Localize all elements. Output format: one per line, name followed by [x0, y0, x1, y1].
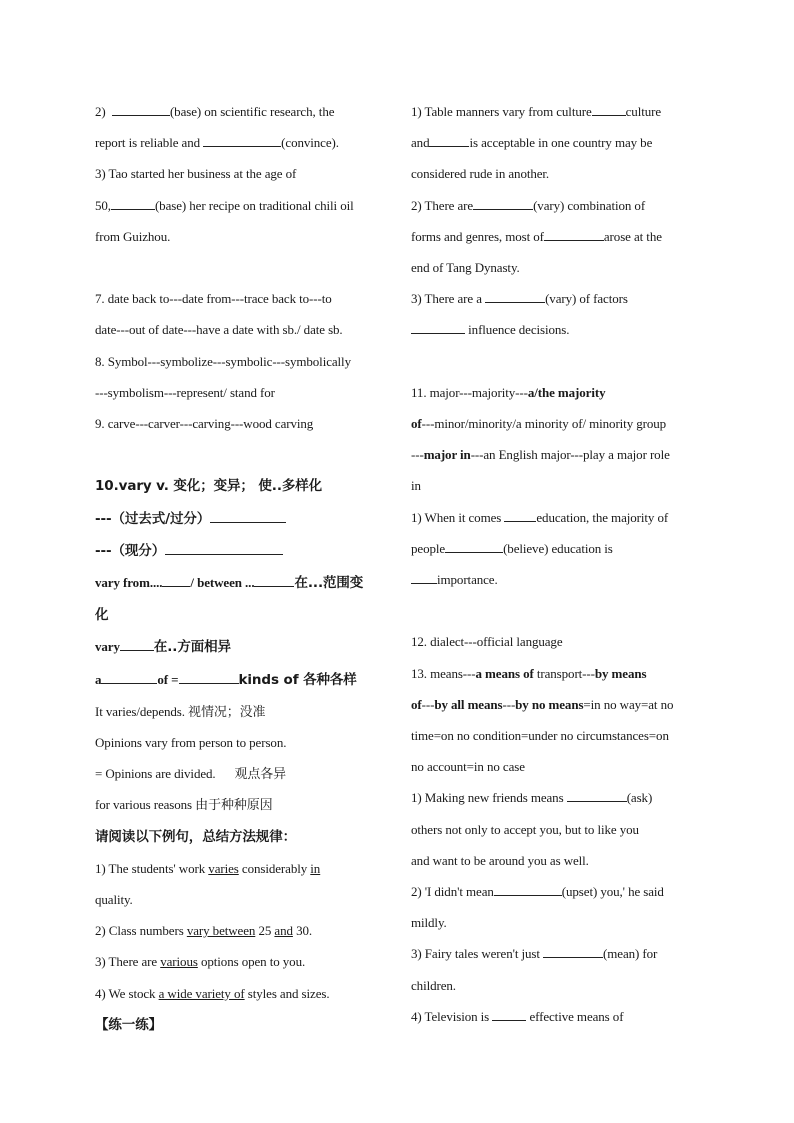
line: vary from.... / between ... 在...范围变 [95, 575, 364, 592]
line: considered rude in another. [411, 166, 550, 182]
line: influence decisions. [411, 314, 703, 345]
answer-blank[interactable] [203, 134, 281, 147]
line: mildly. [411, 915, 447, 931]
left-column [95, 96, 385, 1041]
line: date---out of date---have a date with sb./ date sb. [95, 322, 343, 338]
line: 2) 'I didn't mean (upset) you,' he said [411, 884, 664, 900]
line: 9. carve---carver---carving---wood carving [95, 416, 314, 432]
answer-blank[interactable] [111, 197, 155, 210]
answer-blank[interactable] [429, 134, 469, 147]
answer-blank[interactable] [165, 542, 283, 555]
line: 1) When it comes education, the majority of [411, 509, 669, 525]
line: 1) Table manners vary from culture culture [411, 104, 662, 119]
answer-blank[interactable] [567, 789, 627, 802]
line: 13. means---a means of transport---by means [411, 665, 647, 681]
answer-blank[interactable] [112, 103, 170, 116]
line: of---minor/minority/a minority of/ minority group [411, 416, 667, 432]
line: forms and genres, most of arose at the [411, 228, 662, 244]
line: from Guizhou. [95, 228, 171, 244]
line: 3) There are a (vary) of factors [411, 291, 628, 307]
line: people (believe) education is [411, 540, 613, 556]
practice-heading: 【练一练】 [95, 1016, 162, 1033]
answer-blank[interactable] [411, 571, 437, 584]
line: It varies/depends. 视情况；没准 [95, 703, 266, 719]
line: 4) Television is effective means of [411, 1008, 624, 1024]
section-heading: 10.vary v. 变化；变异； 使..多样化 [95, 478, 323, 495]
line: children. [411, 977, 456, 993]
answer-blank[interactable] [473, 197, 533, 210]
line: vary 在..方面相异 [95, 639, 231, 656]
line: Opinions vary from person to person. [95, 735, 287, 751]
line: of---by all means---by no means=in no way=at no [411, 696, 674, 712]
line: 8. Symbol---symbolize---symbolic---symbolically [95, 353, 351, 369]
answer-blank[interactable] [411, 321, 465, 334]
line: 1) Making new friends means (ask) [411, 790, 653, 806]
line: others not only to accept you, but to like you [411, 821, 639, 837]
line: 3) Fairy tales weren't just (mean) for [411, 946, 658, 962]
line: ---（现分） [95, 535, 385, 567]
answer-blank[interactable] [254, 574, 294, 587]
line: no account=in no case [411, 759, 525, 775]
line: ---symbolism---represent/ stand for [95, 384, 275, 400]
answer-blank[interactable] [485, 290, 545, 303]
answer-blank[interactable] [494, 883, 562, 896]
line: 3) Tao started her business at the age of [95, 166, 297, 182]
answer-blank[interactable] [162, 574, 190, 587]
line: 12. dialect---official language [411, 634, 563, 650]
line: 4) We stock a wide variety of styles and sizes. [95, 985, 330, 1001]
answer-blank[interactable] [504, 509, 536, 522]
line: 2) There are (vary) combination of [411, 197, 646, 213]
answer-blank[interactable] [592, 103, 626, 116]
line: and want to be around you as well. [411, 852, 589, 868]
line: 化 [95, 607, 109, 624]
line: in [411, 478, 421, 494]
line: 请阅读以下例句，总结方法规律： [95, 828, 296, 845]
answer-blank[interactable] [544, 228, 604, 241]
answer-blank[interactable] [101, 671, 157, 684]
line: time=on no condition=under no circumstances=on [411, 728, 669, 744]
line: 11. major---majority---a/the majority [411, 384, 606, 400]
line: and is acceptable in one country may be [411, 135, 653, 151]
line: ---major in---an English major---play a major role [411, 447, 670, 463]
line: 1) The students' work varies considerably in [95, 860, 321, 876]
line: 3) There are various options open to you. [95, 954, 306, 970]
answer-blank[interactable] [120, 638, 154, 651]
answer-blank[interactable] [445, 540, 503, 553]
line: ---（过去式/过分） [95, 503, 385, 535]
line: quality. [95, 892, 133, 908]
answer-blank[interactable] [179, 671, 239, 684]
line: = Opinions are divided. 观点各异 [95, 766, 287, 782]
line: a of = kinds of 各种各样 [95, 671, 357, 688]
line: importance. [411, 564, 703, 595]
line: end of Tang Dynasty. [411, 260, 520, 276]
line: 2) (base) on scientific research, the [95, 104, 335, 119]
right-column [411, 96, 703, 1032]
answer-blank[interactable] [492, 1008, 526, 1021]
answer-blank[interactable] [210, 510, 286, 523]
line: 7. date back to---date from---trace back to---to [95, 291, 332, 307]
line: report is reliable and (convince). [95, 135, 339, 151]
line: 50, (base) her recipe on traditional chili oil [95, 197, 354, 213]
line: for various reasons 由于种种原因 [95, 797, 273, 813]
answer-blank[interactable] [543, 945, 603, 958]
line: 2) Class numbers vary between 25 and 30. [95, 923, 313, 939]
